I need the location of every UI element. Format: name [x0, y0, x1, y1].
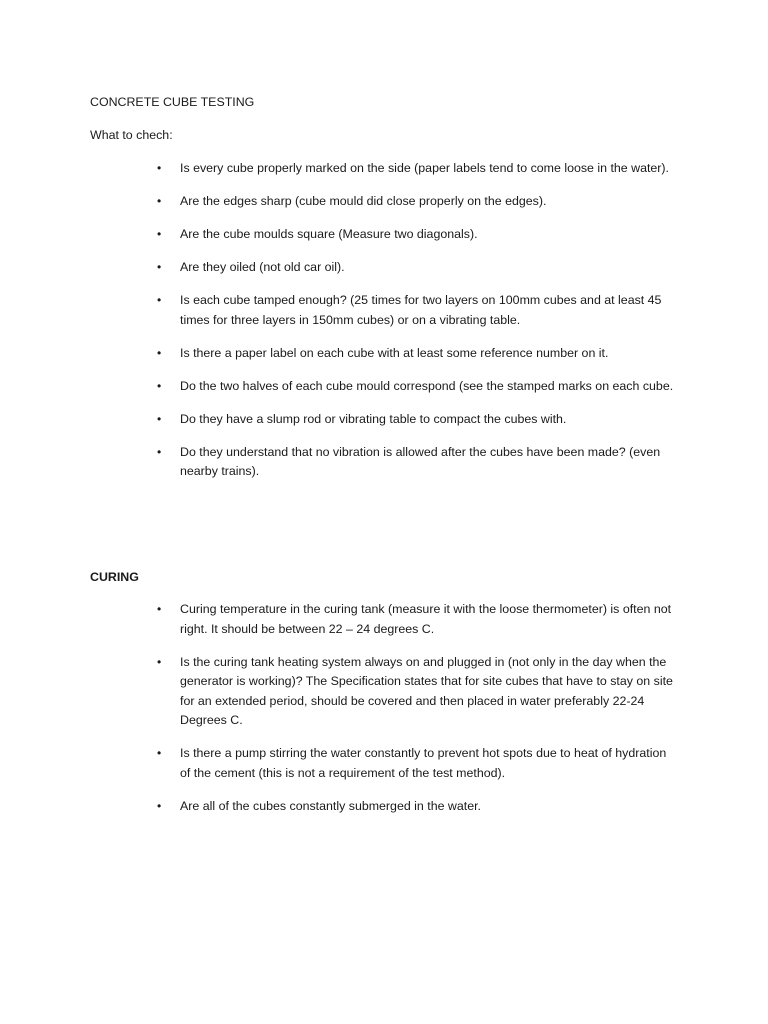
document-title: CONCRETE CUBE TESTING: [90, 95, 255, 109]
list-item: [0, 600, 680, 639]
curing-heading: CURING: [90, 570, 139, 584]
bullet-icon: •: [157, 161, 162, 175]
bullet-icon: •: [157, 411, 162, 426]
bullet-icon: •: [157, 260, 162, 274]
list-item: [0, 291, 680, 330]
bullet-icon: •: [157, 293, 162, 307]
list-item: [0, 344, 680, 364]
list-item: [0, 192, 680, 212]
intro-text: What to chech:: [90, 128, 173, 142]
list-item-text: Is each cube tamped enough? (25 times for two layers on 100mm cubes and at least 45 times for three layers in 150mm cubes) or on a vibrating table.: [180, 293, 662, 327]
bullet-icon: •: [157, 602, 162, 616]
bullet-icon: •: [157, 345, 162, 360]
list-item: [0, 797, 680, 817]
list-item-text: Do they understand that no vibration is allowed after the cubes have been made? (even nearby trains).: [180, 444, 661, 478]
bullet-icon: •: [157, 798, 162, 813]
bullet-icon: •: [157, 746, 162, 760]
list-item: [0, 744, 680, 783]
list-item: [0, 410, 680, 430]
list-item-text: Are the edges sharp (cube mould did close properly on the edges).: [180, 194, 547, 208]
list-item-text: Do they have a slump rod or vibrating table to compact the cubes with.: [180, 411, 567, 426]
bullet-icon: •: [157, 444, 162, 459]
list-item: [0, 377, 680, 397]
list-item-text: Is the curing tank heating system always on and plugged in (not only in the day when the generator is working)? The Specification states that for site cubes that have to stay on site for an extended period, should be covered and then placed in water preferably 22-24 Degrees C.: [180, 654, 673, 727]
list-item-text: Are they oiled (not old car oil).: [180, 260, 345, 274]
list-item-text: Is every cube properly marked on the side (paper labels tend to come loose in the water).: [180, 161, 670, 175]
check-list: [0, 159, 680, 495]
list-item-text: Are all of the cubes constantly submerged in the water.: [180, 798, 481, 813]
list-item: [0, 225, 680, 245]
bullet-icon: •: [157, 227, 162, 241]
bullet-icon: •: [157, 194, 162, 208]
curing-list: [0, 600, 680, 830]
bullet-icon: •: [157, 378, 162, 393]
bullet-icon: •: [157, 654, 162, 669]
list-item: [0, 443, 680, 482]
list-item: [0, 159, 680, 179]
list-item-text: Do the two halves of each cube mould correspond (see the stamped marks on each cube.: [180, 378, 674, 393]
list-item: [0, 258, 680, 278]
list-item-text: Are the cube moulds square (Measure two diagonals).: [180, 227, 478, 241]
list-item: [0, 653, 680, 731]
list-item-text: Is there a pump stirring the water constantly to prevent hot spots due to heat of hydration of the cement (this is not a requirement of the test method).: [180, 746, 667, 780]
list-item-text: Is there a paper label on each cube with at least some reference number on it.: [180, 345, 609, 360]
list-item-text: Curing temperature in the curing tank (measure it with the loose thermometer) is often not right. It should be between 22 – 24 degrees C.: [180, 602, 672, 636]
